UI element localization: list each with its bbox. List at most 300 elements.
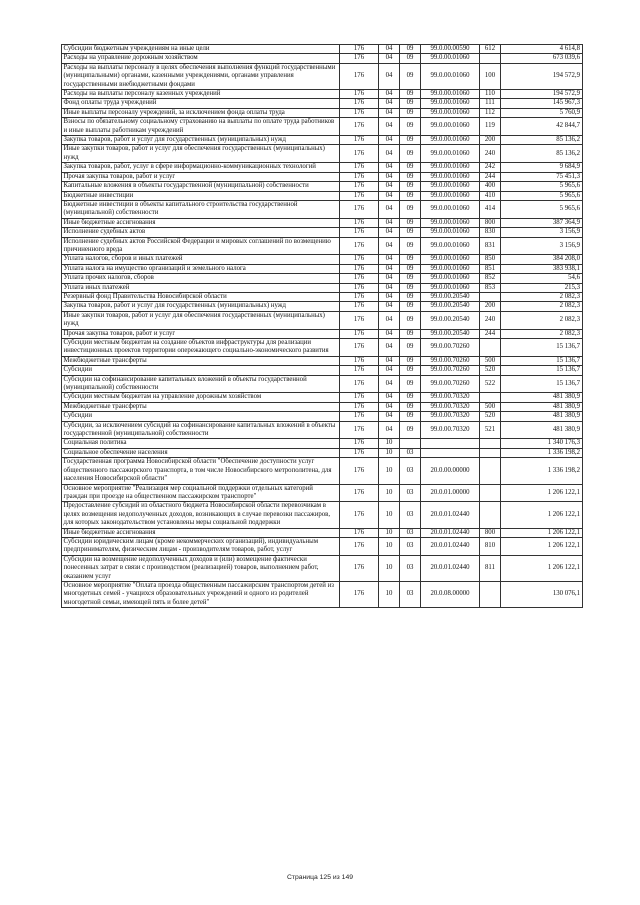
row-section: 10 [379, 439, 400, 448]
row-expense-type: 853 [480, 283, 501, 292]
row-name: Субсидии бюджетным учреждениям на иные цели [62, 45, 340, 54]
row-name: Капитальные вложения в объекты государственной (муниципальной) собственности [62, 182, 340, 191]
table-row [62, 274, 583, 283]
row-target-article: 99.0.00.01060 [421, 136, 480, 145]
row-subsection: 03 [400, 537, 421, 555]
row-section: 04 [379, 136, 400, 145]
row-amount: 2 082,3 [501, 329, 583, 338]
row-section: 10 [379, 581, 400, 607]
row-name: Уплата налогов, сборов и иных платежей [62, 255, 340, 264]
row-grbs: 176 [340, 555, 379, 581]
row-target-article: 99.0.00.70260 [421, 339, 480, 357]
table-row [62, 329, 583, 338]
row-grbs: 176 [340, 191, 379, 200]
table-row [62, 182, 583, 191]
row-subsection: 09 [400, 329, 421, 338]
row-expense-type: 240 [480, 311, 501, 329]
row-expense-type: 850 [480, 255, 501, 264]
row-target-article: 20.0.01.00000 [421, 484, 480, 502]
row-expense-type [480, 54, 501, 63]
row-grbs: 176 [340, 145, 379, 163]
row-target-article: 99.0.00.01060 [421, 99, 480, 108]
row-grbs: 176 [340, 108, 379, 117]
row-grbs: 176 [340, 274, 379, 283]
row-name: Иные бюджетные ассигнования [62, 528, 340, 537]
row-subsection: 09 [400, 255, 421, 264]
row-amount: 85 136,2 [501, 136, 583, 145]
row-grbs: 176 [340, 537, 379, 555]
row-expense-type [480, 484, 501, 502]
table-row [62, 145, 583, 163]
table-row [62, 402, 583, 411]
row-expense-type: 810 [480, 537, 501, 555]
row-subsection: 09 [400, 99, 421, 108]
row-name: Резервный фонд Правительства Новосибирской области [62, 292, 340, 301]
row-amount: 481 380,9 [501, 412, 583, 421]
row-expense-type: 811 [480, 555, 501, 581]
row-subsection: 09 [400, 292, 421, 301]
row-grbs: 176 [340, 375, 379, 393]
row-subsection: 03 [400, 555, 421, 581]
row-section: 04 [379, 302, 400, 311]
table-row [62, 581, 583, 607]
table-row [62, 191, 583, 200]
row-subsection: 03 [400, 581, 421, 607]
row-subsection: 09 [400, 45, 421, 54]
row-name: Предоставление субсидий из областного бюджета Новосибирской области перевозчикам в целях возмещения недополученных доходов, возникающих в случае перевозки пассажиров, для которых законодательством установлены меры социальной поддержки [62, 502, 340, 528]
row-name: Расходы на выплаты персоналу казенных учреждений [62, 90, 340, 99]
row-section: 04 [379, 393, 400, 402]
table-row [62, 218, 583, 227]
row-expense-type: 119 [480, 118, 501, 136]
row-section: 04 [379, 412, 400, 421]
row-target-article: 99.0.00.01060 [421, 182, 480, 191]
row-amount: 15 136,7 [501, 339, 583, 357]
table-row [62, 555, 583, 581]
row-amount: 4 614,8 [501, 45, 583, 54]
table-row [62, 366, 583, 375]
page-footer: Страница 125 из 149 [286, 874, 354, 881]
row-subsection: 09 [400, 339, 421, 357]
row-grbs: 176 [340, 200, 379, 218]
row-section: 04 [379, 356, 400, 365]
row-name: Межбюджетные трансферты [62, 402, 340, 411]
row-section: 04 [379, 255, 400, 264]
row-name: Субсидии местным бюджетам на создание объектов инфраструктуры для реализации инвестиционных проектов территории опережающего социально-экономического развития [62, 339, 340, 357]
row-subsection: 09 [400, 54, 421, 63]
row-grbs: 176 [340, 311, 379, 329]
row-name: Субсидии, за исключением субсидий на софинансирование капитальных вложений в объекты государственной (муниципальной) собственности [62, 421, 340, 439]
row-grbs: 176 [340, 421, 379, 439]
row-grbs: 176 [340, 393, 379, 402]
row-subsection: 09 [400, 237, 421, 255]
row-grbs: 176 [340, 581, 379, 607]
row-grbs: 176 [340, 63, 379, 89]
table-row [62, 448, 583, 457]
row-subsection: 09 [400, 375, 421, 393]
row-section: 04 [379, 182, 400, 191]
row-target-article: 20.0.01.02440 [421, 537, 480, 555]
row-amount: 54,6 [501, 274, 583, 283]
row-subsection: 09 [400, 182, 421, 191]
row-section: 04 [379, 264, 400, 273]
row-amount: 1 206 122,1 [501, 502, 583, 528]
table-row [62, 264, 583, 273]
row-name: Уплата налога на имущество организаций и земельного налога [62, 264, 340, 273]
row-section: 04 [379, 375, 400, 393]
row-grbs: 176 [340, 366, 379, 375]
row-target-article: 99.0.00.00590 [421, 45, 480, 54]
row-amount: 1 336 198,2 [501, 448, 583, 457]
row-expense-type: 852 [480, 274, 501, 283]
row-expense-type: 830 [480, 228, 501, 237]
row-target-article: 99.0.00.01060 [421, 191, 480, 200]
row-target-article: 99.0.00.01060 [421, 264, 480, 273]
row-expense-type [480, 448, 501, 457]
row-section: 04 [379, 172, 400, 181]
row-subsection: 09 [400, 63, 421, 89]
table-row [62, 237, 583, 255]
row-amount: 481 380,9 [501, 393, 583, 402]
row-target-article: 99.0.00.70320 [421, 421, 480, 439]
table-row [62, 356, 583, 365]
row-amount: 3 156,9 [501, 228, 583, 237]
row-subsection: 09 [400, 191, 421, 200]
row-target-article [421, 439, 480, 448]
row-subsection: 09 [400, 90, 421, 99]
table-row [62, 172, 583, 181]
row-subsection: 03 [400, 484, 421, 502]
row-name: Прочая закупка товаров, работ и услуг [62, 172, 340, 181]
row-name: Основное мероприятие "Оплата проезда общественным пассажирским транспортом детей из многодетных семей - учащихся образовательных учреждений и одного из родителей многодетной семьи, имеющей пять и более детей" [62, 581, 340, 607]
row-amount: 130 076,1 [501, 581, 583, 607]
table-row [62, 339, 583, 357]
row-target-article: 99.0.00.01060 [421, 200, 480, 218]
table-row [62, 292, 583, 301]
row-section: 04 [379, 421, 400, 439]
table-row [62, 484, 583, 502]
row-target-article: 99.0.00.01060 [421, 274, 480, 283]
row-name: Межбюджетные трансферты [62, 356, 340, 365]
row-expense-type: 111 [480, 99, 501, 108]
row-section: 04 [379, 118, 400, 136]
row-section: 04 [379, 237, 400, 255]
row-amount: 15 136,7 [501, 375, 583, 393]
row-target-article: 99.0.00.01060 [421, 163, 480, 172]
row-grbs: 176 [340, 502, 379, 528]
row-amount: 75 451,3 [501, 172, 583, 181]
row-grbs: 176 [340, 255, 379, 264]
row-name: Иные выплаты персоналу учреждений, за исключением фонда оплаты труда [62, 108, 340, 117]
row-section: 10 [379, 537, 400, 555]
row-subsection: 09 [400, 393, 421, 402]
table-row [62, 439, 583, 448]
row-section: 04 [379, 191, 400, 200]
row-amount: 15 136,7 [501, 366, 583, 375]
row-expense-type: 800 [480, 218, 501, 227]
row-amount: 5 965,6 [501, 182, 583, 191]
row-target-article: 20.0.01.02440 [421, 528, 480, 537]
row-section: 04 [379, 402, 400, 411]
row-section: 04 [379, 145, 400, 163]
row-subsection [400, 439, 421, 448]
row-name: Взносы по обязательному социальному страхованию на выплаты по оплате труда работников и иные выплаты работникам учреждений [62, 118, 340, 136]
row-amount: 673 039,6 [501, 54, 583, 63]
row-target-article: 99.0.00.70320 [421, 402, 480, 411]
row-amount: 194 572,9 [501, 90, 583, 99]
row-name: Уплата иных платежей [62, 283, 340, 292]
table-row [62, 163, 583, 172]
row-expense-type: 500 [480, 402, 501, 411]
row-section: 04 [379, 63, 400, 89]
row-grbs: 176 [340, 136, 379, 145]
row-expense-type: 521 [480, 421, 501, 439]
row-amount: 5 965,6 [501, 191, 583, 200]
table-row [62, 302, 583, 311]
row-name: Социальная политика [62, 439, 340, 448]
row-expense-type: 520 [480, 366, 501, 375]
row-grbs: 176 [340, 448, 379, 457]
table-row [62, 375, 583, 393]
row-name: Фонд оплаты труда учреждений [62, 99, 340, 108]
row-section: 04 [379, 45, 400, 54]
row-expense-type [480, 581, 501, 607]
row-target-article: 99.0.00.20540 [421, 329, 480, 338]
row-grbs: 176 [340, 484, 379, 502]
row-target-article: 99.0.00.20540 [421, 311, 480, 329]
row-amount: 1 340 176,3 [501, 439, 583, 448]
row-expense-type [480, 439, 501, 448]
row-expense-type: 400 [480, 182, 501, 191]
row-expense-type: 200 [480, 302, 501, 311]
row-section: 04 [379, 274, 400, 283]
row-section: 10 [379, 555, 400, 581]
row-section: 04 [379, 99, 400, 108]
table-row [62, 255, 583, 264]
row-target-article: 20.0.00.00000 [421, 458, 480, 484]
row-grbs: 176 [340, 302, 379, 311]
row-grbs: 176 [340, 54, 379, 63]
row-section: 04 [379, 283, 400, 292]
row-target-article: 99.0.00.01060 [421, 54, 480, 63]
row-section: 04 [379, 90, 400, 99]
table-row [62, 421, 583, 439]
row-subsection: 09 [400, 283, 421, 292]
row-expense-type: 414 [480, 200, 501, 218]
row-target-article: 20.0.01.02440 [421, 555, 480, 581]
table-row [62, 502, 583, 528]
row-section: 04 [379, 228, 400, 237]
row-amount: 2 082,3 [501, 311, 583, 329]
row-target-article: 99.0.00.01060 [421, 283, 480, 292]
row-section: 04 [379, 339, 400, 357]
row-name: Основное мероприятие "Реализация мер социальной поддержки отдельных категорий граждан при проезде на общественном пассажирском транспорте" [62, 484, 340, 502]
row-amount: 1 206 122,1 [501, 555, 583, 581]
row-target-article: 99.0.00.01060 [421, 218, 480, 227]
row-name: Уплата прочих налогов, сборов [62, 274, 340, 283]
row-section: 10 [379, 484, 400, 502]
row-expense-type [480, 502, 501, 528]
row-name: Исполнение судебных актов Российской Федерации и мировых соглашений по возмещению причиненного вреда [62, 237, 340, 255]
table-row [62, 283, 583, 292]
row-target-article: 99.0.00.01060 [421, 145, 480, 163]
row-name: Социальное обеспечение населения [62, 448, 340, 457]
row-target-article: 99.0.00.01060 [421, 237, 480, 255]
row-subsection: 09 [400, 200, 421, 218]
row-target-article [421, 448, 480, 457]
row-subsection: 09 [400, 402, 421, 411]
row-expense-type: 244 [480, 329, 501, 338]
row-subsection: 09 [400, 356, 421, 365]
row-name: Субсидии [62, 366, 340, 375]
row-section: 04 [379, 366, 400, 375]
row-target-article: 99.0.00.01060 [421, 108, 480, 117]
row-target-article: 99.0.00.70260 [421, 375, 480, 393]
row-name: Субсидии местным бюджетам на управление дорожным хозяйством [62, 393, 340, 402]
table-row [62, 537, 583, 555]
row-amount: 85 136,2 [501, 145, 583, 163]
row-amount: 1 206 122,1 [501, 528, 583, 537]
row-subsection: 09 [400, 108, 421, 117]
row-amount: 2 082,3 [501, 292, 583, 301]
row-expense-type: 831 [480, 237, 501, 255]
row-grbs: 176 [340, 182, 379, 191]
row-grbs: 176 [340, 163, 379, 172]
row-grbs: 176 [340, 528, 379, 537]
table-row [62, 228, 583, 237]
row-section: 04 [379, 200, 400, 218]
row-section: 10 [379, 528, 400, 537]
row-target-article: 99.0.00.70320 [421, 393, 480, 402]
table-row [62, 99, 583, 108]
row-subsection: 09 [400, 302, 421, 311]
row-target-article: 99.0.00.20540 [421, 302, 480, 311]
row-name: Закупка товаров, работ, услуг в сфере информационно-коммуникационных технологий [62, 163, 340, 172]
row-amount: 215,3 [501, 283, 583, 292]
row-target-article: 99.0.00.01060 [421, 63, 480, 89]
row-name: Расходы на выплаты персоналу в целях обеспечения выполнения функций государственными (муниципальными) органами, казенными учреждениями, органами управления государственными внебюджетными фондами [62, 63, 340, 89]
row-expense-type: 200 [480, 136, 501, 145]
row-section: 04 [379, 292, 400, 301]
row-grbs: 176 [340, 45, 379, 54]
row-grbs: 176 [340, 264, 379, 273]
row-section: 10 [379, 448, 400, 457]
table-row [62, 90, 583, 99]
row-amount: 5 965,6 [501, 200, 583, 218]
row-amount: 2 082,3 [501, 302, 583, 311]
row-subsection: 09 [400, 228, 421, 237]
row-subsection: 09 [400, 145, 421, 163]
table-row [62, 118, 583, 136]
row-target-article: 99.0.00.01060 [421, 118, 480, 136]
row-grbs: 176 [340, 228, 379, 237]
row-grbs: 176 [340, 402, 379, 411]
row-name: Исполнение судебных актов [62, 228, 340, 237]
row-name: Иные закупки товаров, работ и услуг для обеспечения государственных (муниципальных) нужд [62, 311, 340, 329]
row-subsection: 03 [400, 448, 421, 457]
row-grbs: 176 [340, 237, 379, 255]
row-expense-type: 800 [480, 528, 501, 537]
row-grbs: 176 [340, 283, 379, 292]
row-target-article: 99.0.00.01060 [421, 228, 480, 237]
row-subsection: 09 [400, 264, 421, 273]
row-section: 04 [379, 218, 400, 227]
row-expense-type: 500 [480, 356, 501, 365]
table-row [62, 200, 583, 218]
row-expense-type [480, 292, 501, 301]
row-section: 04 [379, 54, 400, 63]
row-section: 10 [379, 502, 400, 528]
row-amount: 384 208,0 [501, 255, 583, 264]
row-expense-type: 520 [480, 412, 501, 421]
row-name: Закупка товаров, работ и услуг для государственных (муниципальных) нужд [62, 136, 340, 145]
row-name: Расходы на управление дорожным хозяйством [62, 54, 340, 63]
row-name: Субсидии юридическим лицам (кроме некоммерческих организаций), индивидуальным предпринимателям, физическим лицам - производителям товаров, работ, услуг [62, 537, 340, 555]
row-target-article: 99.0.00.01060 [421, 172, 480, 181]
row-amount: 387 364,9 [501, 218, 583, 227]
row-grbs: 176 [340, 412, 379, 421]
row-name: Прочая закупка товаров, работ и услуг [62, 329, 340, 338]
row-subsection: 09 [400, 274, 421, 283]
row-expense-type: 410 [480, 191, 501, 200]
row-subsection: 09 [400, 421, 421, 439]
row-expense-type: 522 [480, 375, 501, 393]
row-subsection: 09 [400, 163, 421, 172]
row-grbs: 176 [340, 292, 379, 301]
row-amount: 481 380,9 [501, 402, 583, 411]
row-amount: 1 206 122,1 [501, 537, 583, 555]
row-name: Бюджетные инвестиции [62, 191, 340, 200]
table-row [62, 393, 583, 402]
table-row [62, 108, 583, 117]
row-expense-type: 112 [480, 108, 501, 117]
table-row [62, 136, 583, 145]
row-grbs: 176 [340, 99, 379, 108]
row-expense-type [480, 393, 501, 402]
row-target-article: 99.0.00.20540 [421, 292, 480, 301]
row-target-article: 99.0.00.70260 [421, 356, 480, 365]
row-subsection: 03 [400, 502, 421, 528]
budget-table [61, 44, 583, 608]
row-amount: 383 938,1 [501, 264, 583, 273]
row-name: Субсидии на возмещение недополученных доходов и (или) возмещение фактически понесенных затрат в связи с производством (реализацией) товаров, выполнением работ, оказанием услуг [62, 555, 340, 581]
row-subsection: 03 [400, 528, 421, 537]
row-subsection: 09 [400, 172, 421, 181]
row-amount: 481 380,9 [501, 421, 583, 439]
row-expense-type: 242 [480, 163, 501, 172]
row-name: Субсидии на софинансирование капитальных вложений в объекты государственной (муниципальной) собственности [62, 375, 340, 393]
row-grbs: 176 [340, 339, 379, 357]
row-grbs: 176 [340, 90, 379, 99]
row-section: 10 [379, 458, 400, 484]
table-row [62, 458, 583, 484]
row-grbs: 176 [340, 218, 379, 227]
row-target-article: 99.0.00.01060 [421, 255, 480, 264]
row-subsection: 09 [400, 218, 421, 227]
row-name: Бюджетные инвестиции в объекты капитального строительства государственной (муниципальной) собственности [62, 200, 340, 218]
row-subsection: 09 [400, 136, 421, 145]
row-target-article: 99.0.00.70260 [421, 366, 480, 375]
row-subsection: 09 [400, 412, 421, 421]
row-target-article: 20.0.08.00000 [421, 581, 480, 607]
row-expense-type [480, 339, 501, 357]
row-amount: 3 156,9 [501, 237, 583, 255]
row-target-article: 99.0.00.70320 [421, 412, 480, 421]
row-grbs: 176 [340, 329, 379, 338]
row-target-article: 99.0.00.01060 [421, 90, 480, 99]
row-expense-type: 851 [480, 264, 501, 273]
row-name: Иные бюджетные ассигнования [62, 218, 340, 227]
